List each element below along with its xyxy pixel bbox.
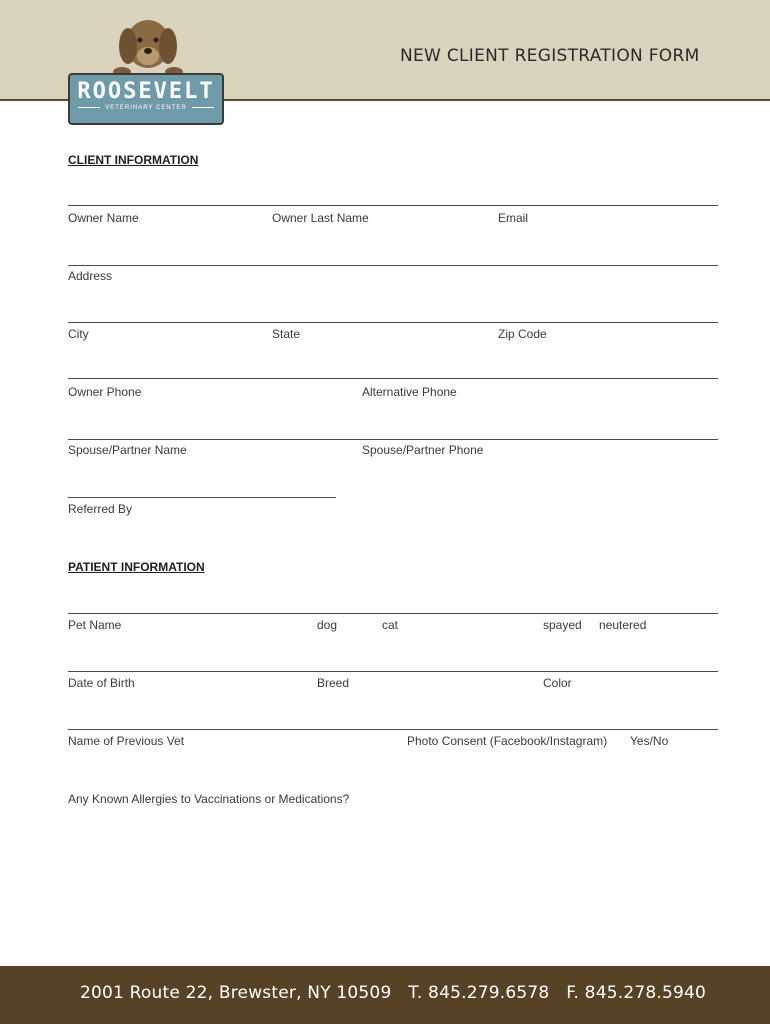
- date-of-birth-label: Date of Birth: [68, 676, 135, 690]
- footer-contact: 2001 Route 22, Brewster, NY 10509 T. 845.279.6578 F. 845.278.5940: [80, 983, 707, 1003]
- zip-code-label: Zip Code: [498, 327, 547, 341]
- neutered-option[interactable]: neutered: [599, 618, 647, 632]
- state-label: State: [272, 327, 301, 341]
- photo-consent-label: Photo Consent (Facebook/Instagram): [407, 734, 608, 748]
- referred-by-line[interactable]: [68, 497, 336, 498]
- owner-phone-line[interactable]: [68, 378, 718, 379]
- previous-vet-label: Name of Previous Vet: [68, 734, 185, 748]
- spouse-line[interactable]: [68, 439, 718, 440]
- pet-name-line[interactable]: [68, 613, 718, 614]
- alternative-phone-label: Alternative Phone: [362, 385, 457, 399]
- allergies-label: Any Known Allergies to Vaccinations or Medications?: [68, 792, 350, 806]
- dog-option[interactable]: dog: [317, 618, 338, 632]
- address-line[interactable]: [68, 265, 718, 266]
- city-label: City: [68, 327, 89, 341]
- breed-label: Breed: [317, 676, 350, 690]
- color-label: Color: [543, 676, 572, 690]
- email-label: Email: [498, 211, 529, 225]
- owner-name-line[interactable]: [68, 205, 718, 206]
- logo-name: ROOSEVELT: [77, 79, 215, 104]
- cat-option[interactable]: cat: [382, 618, 399, 632]
- city-line[interactable]: [68, 322, 718, 323]
- logo-plate: [68, 73, 224, 125]
- date-of-birth-line[interactable]: [68, 671, 718, 672]
- client-section-heading: CLIENT INFORMATION: [68, 153, 199, 167]
- yes-no-option[interactable]: Yes/No: [630, 734, 669, 748]
- referred-by-label: Referred By: [68, 502, 133, 516]
- patient-section-heading: PATIENT INFORMATION: [68, 560, 205, 574]
- address-label: Address: [68, 269, 113, 283]
- footer-band: [0, 966, 770, 1024]
- dog-logo-icon: [100, 16, 196, 78]
- spouse-name-label: Spouse/Partner Name: [68, 443, 187, 457]
- pet-name-label: Pet Name: [68, 618, 122, 632]
- logo-subtitle: VETERINARY CENTER: [70, 105, 222, 111]
- form-title: NEW CLIENT REGISTRATION FORM: [400, 46, 700, 66]
- spayed-option[interactable]: spayed: [543, 618, 582, 632]
- owner-name-label: Owner Name: [68, 211, 139, 225]
- owner-last-name-label: Owner Last Name: [272, 211, 369, 225]
- spouse-phone-label: Spouse/Partner Phone: [362, 443, 484, 457]
- previous-vet-line[interactable]: [68, 729, 718, 730]
- owner-phone-label: Owner Phone: [68, 385, 142, 399]
